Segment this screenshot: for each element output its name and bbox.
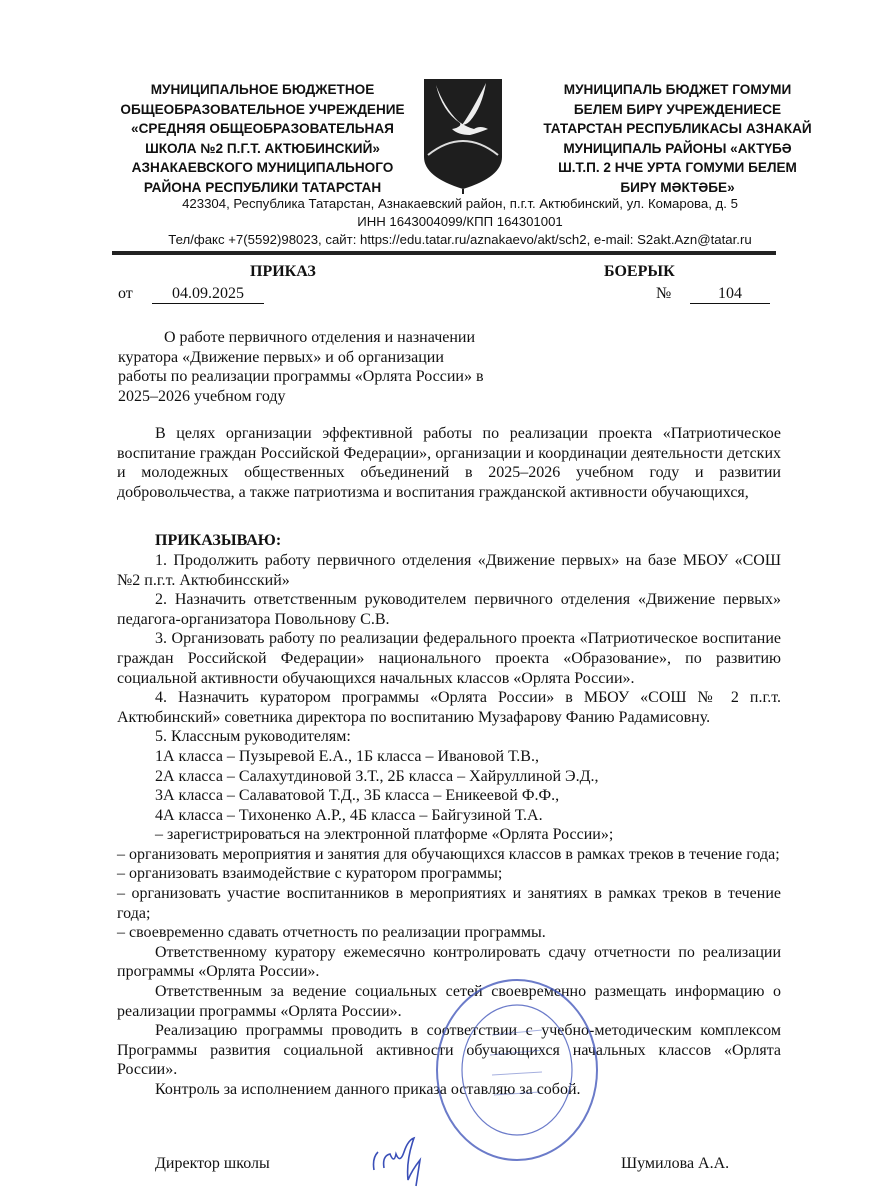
item: 1. Продолжить работу первичного отделения «Движение первых» на базе МБОУ «СОШ №2 п.г.т. Актюбинсский» bbox=[117, 551, 781, 589]
header-line: РАЙОНА РЕСПУБЛИКИ ТАТАРСТАН bbox=[143, 179, 382, 195]
duty: – организовать участие воспитанников в мероприятиях и занятиях в рамках треков в течение года; bbox=[117, 885, 781, 922]
header-line: МУНИЦИПАЛЬ РАЙОНЫ «АКТҮБӘ bbox=[563, 140, 792, 156]
header-line: Ш.Т.П. 2 НЧЕ УРТА ГОМУМИ БЕЛЕМ bbox=[558, 160, 797, 175]
title-line: О работе первичного отделения и назначении bbox=[164, 329, 476, 346]
closing: Реализацию программы проводить в соответствии с учебно-методическим комплексом Программы развития социальной активности обучающихся начальных классов «Орлята России». bbox=[117, 1022, 781, 1079]
signature-position: Директор школы bbox=[155, 1155, 270, 1172]
item: 2. Назначить ответственным руководителем первичного отделения «Движение первых» педагога-организатора Повольнову С.В. bbox=[117, 591, 781, 628]
duty: – организовать мероприятия и занятия для обучающихся классов в рамках треков в течение года; bbox=[117, 845, 780, 863]
coat-of-arms-emblem-icon bbox=[422, 77, 504, 195]
signature-icon bbox=[368, 1130, 458, 1190]
order-label-tt: БОЕРЫК bbox=[604, 263, 675, 280]
header-line: ШКОЛА №2 П.Г.Т. АКТЮБИНСКИЙ» bbox=[145, 140, 380, 156]
order-date: 04.09.2025 bbox=[152, 285, 264, 304]
preamble: В целях организации эффективной работы по реализации проекта «Патриотическое воспитание граждан Российской Федерации», организации и координации деятельности детских и молодежных общественных объединений в 2025–2026 учебном году и развитии добровольчества, а также патриотизма и воспитания гражданской активности обучающихся, bbox=[117, 425, 781, 501]
title-line: 2025–2026 учебном году bbox=[118, 387, 286, 405]
order-number: 104 bbox=[690, 285, 770, 304]
duty: – зарегистрироваться на электронной платформе «Орлята России»; bbox=[155, 826, 614, 844]
class-teacher: 1А класса – Пузыревой Е.А., 1Б класса – Ивановой Т.В., bbox=[155, 747, 539, 765]
contacts: Тел/факс +7(5592)98023, сайт: https://edu.tatar.ru/aznakaevo/akt/sch2, e-mail: S2akt.Azn@tatar.ru bbox=[168, 232, 752, 247]
title-line: работы по реализации программы «Орлята России» в bbox=[118, 368, 484, 385]
address: 423304, Республика Татарстан, Азнакаевский район, п.г.т. Актюбинский, ул. Комарова, д. 5 bbox=[182, 196, 738, 211]
header-line: ОБЩЕОБРАЗОВАТЕЛЬНОЕ УЧРЕЖДЕНИЕ bbox=[120, 101, 405, 117]
header-left-ru bbox=[110, 80, 415, 197]
header-line: «СРЕДНЯЯ ОБЩЕОБРАЗОВАТЕЛЬНАЯ bbox=[131, 121, 394, 136]
closing: Контроль за исполнением данного приказа оставляю за собой. bbox=[155, 1081, 581, 1098]
header-line: БИРҮ МӘКТӘБЕ» bbox=[620, 179, 735, 195]
item: 4. Назначить куратором программы «Орлята России» в МБОУ «СОШ № 2 п.г.т. Актюбинский» советника директора по воспитанию Музафарову Фанию Радамисовну. bbox=[117, 689, 781, 726]
class-teacher: 3А класса – Салаватовой Т.Д., 3Б класса – Еникеевой Ф.Ф., bbox=[155, 787, 560, 805]
decree-word: ПРИКАЗЫВАЮ: bbox=[155, 532, 282, 550]
date-prefix: от bbox=[118, 285, 133, 302]
inn: ИНН 1643004099/КПП 164301001 bbox=[357, 214, 563, 229]
header-line: ТАТАРСТАН РЕСПУБЛИКАСЫ АЗНАКАЙ bbox=[543, 121, 812, 136]
closing: Ответственным за ведение социальных сетей своевременно размещать информацию о реализации программы «Орлята России». bbox=[117, 983, 781, 1020]
header-right-tt bbox=[535, 80, 820, 197]
title-line: куратора «Движение первых» и об организации bbox=[118, 348, 444, 366]
order-title bbox=[118, 328, 508, 406]
duty: – организовать взаимодействие с куратором программы; bbox=[117, 865, 503, 883]
duty: – своевременно сдавать отчетность по реализации программы. bbox=[117, 924, 546, 942]
item: 3. Организовать работу по реализации федерального проекта «Патриотическое воспитание граждан Российской Федерации» национального проекта «Образование», по развитию социальной активности обучающихся начальных классов «Орлята России». bbox=[117, 630, 781, 687]
class-teacher: 2А класса – Салахутдиновой З.Т., 2Б класса – Хайруллиной Э.Д., bbox=[155, 767, 599, 785]
header-line: БЕЛЕМ БИРҮ УЧРЕЖДЕНИЕСЕ bbox=[573, 101, 782, 117]
signature-name: Шумилова А.А. bbox=[621, 1155, 730, 1172]
header-line: АЗНАКАЕВСКОГО МУНИЦИПАЛЬНОГО bbox=[131, 160, 394, 175]
header-divider bbox=[112, 251, 776, 255]
order-label-ru: ПРИКАЗ bbox=[250, 263, 316, 280]
class-teacher: 4А класса – Тихоненко А.Р., 4Б класса – Байгузиной Т.А. bbox=[155, 806, 543, 824]
header-line: МУНИЦИПАЛЬ БЮДЖЕТ ГОМУМИ bbox=[563, 82, 792, 97]
number-prefix: № bbox=[656, 285, 672, 302]
item: 5. Классным руководителям: bbox=[155, 728, 351, 746]
closing: Ответственному куратору ежемесячно контролировать сдачу отчетности по реализации программы «Орлята России». bbox=[117, 943, 781, 981]
header-line: МУНИЦИПАЛЬНОЕ БЮДЖЕТНОЕ bbox=[150, 82, 375, 97]
